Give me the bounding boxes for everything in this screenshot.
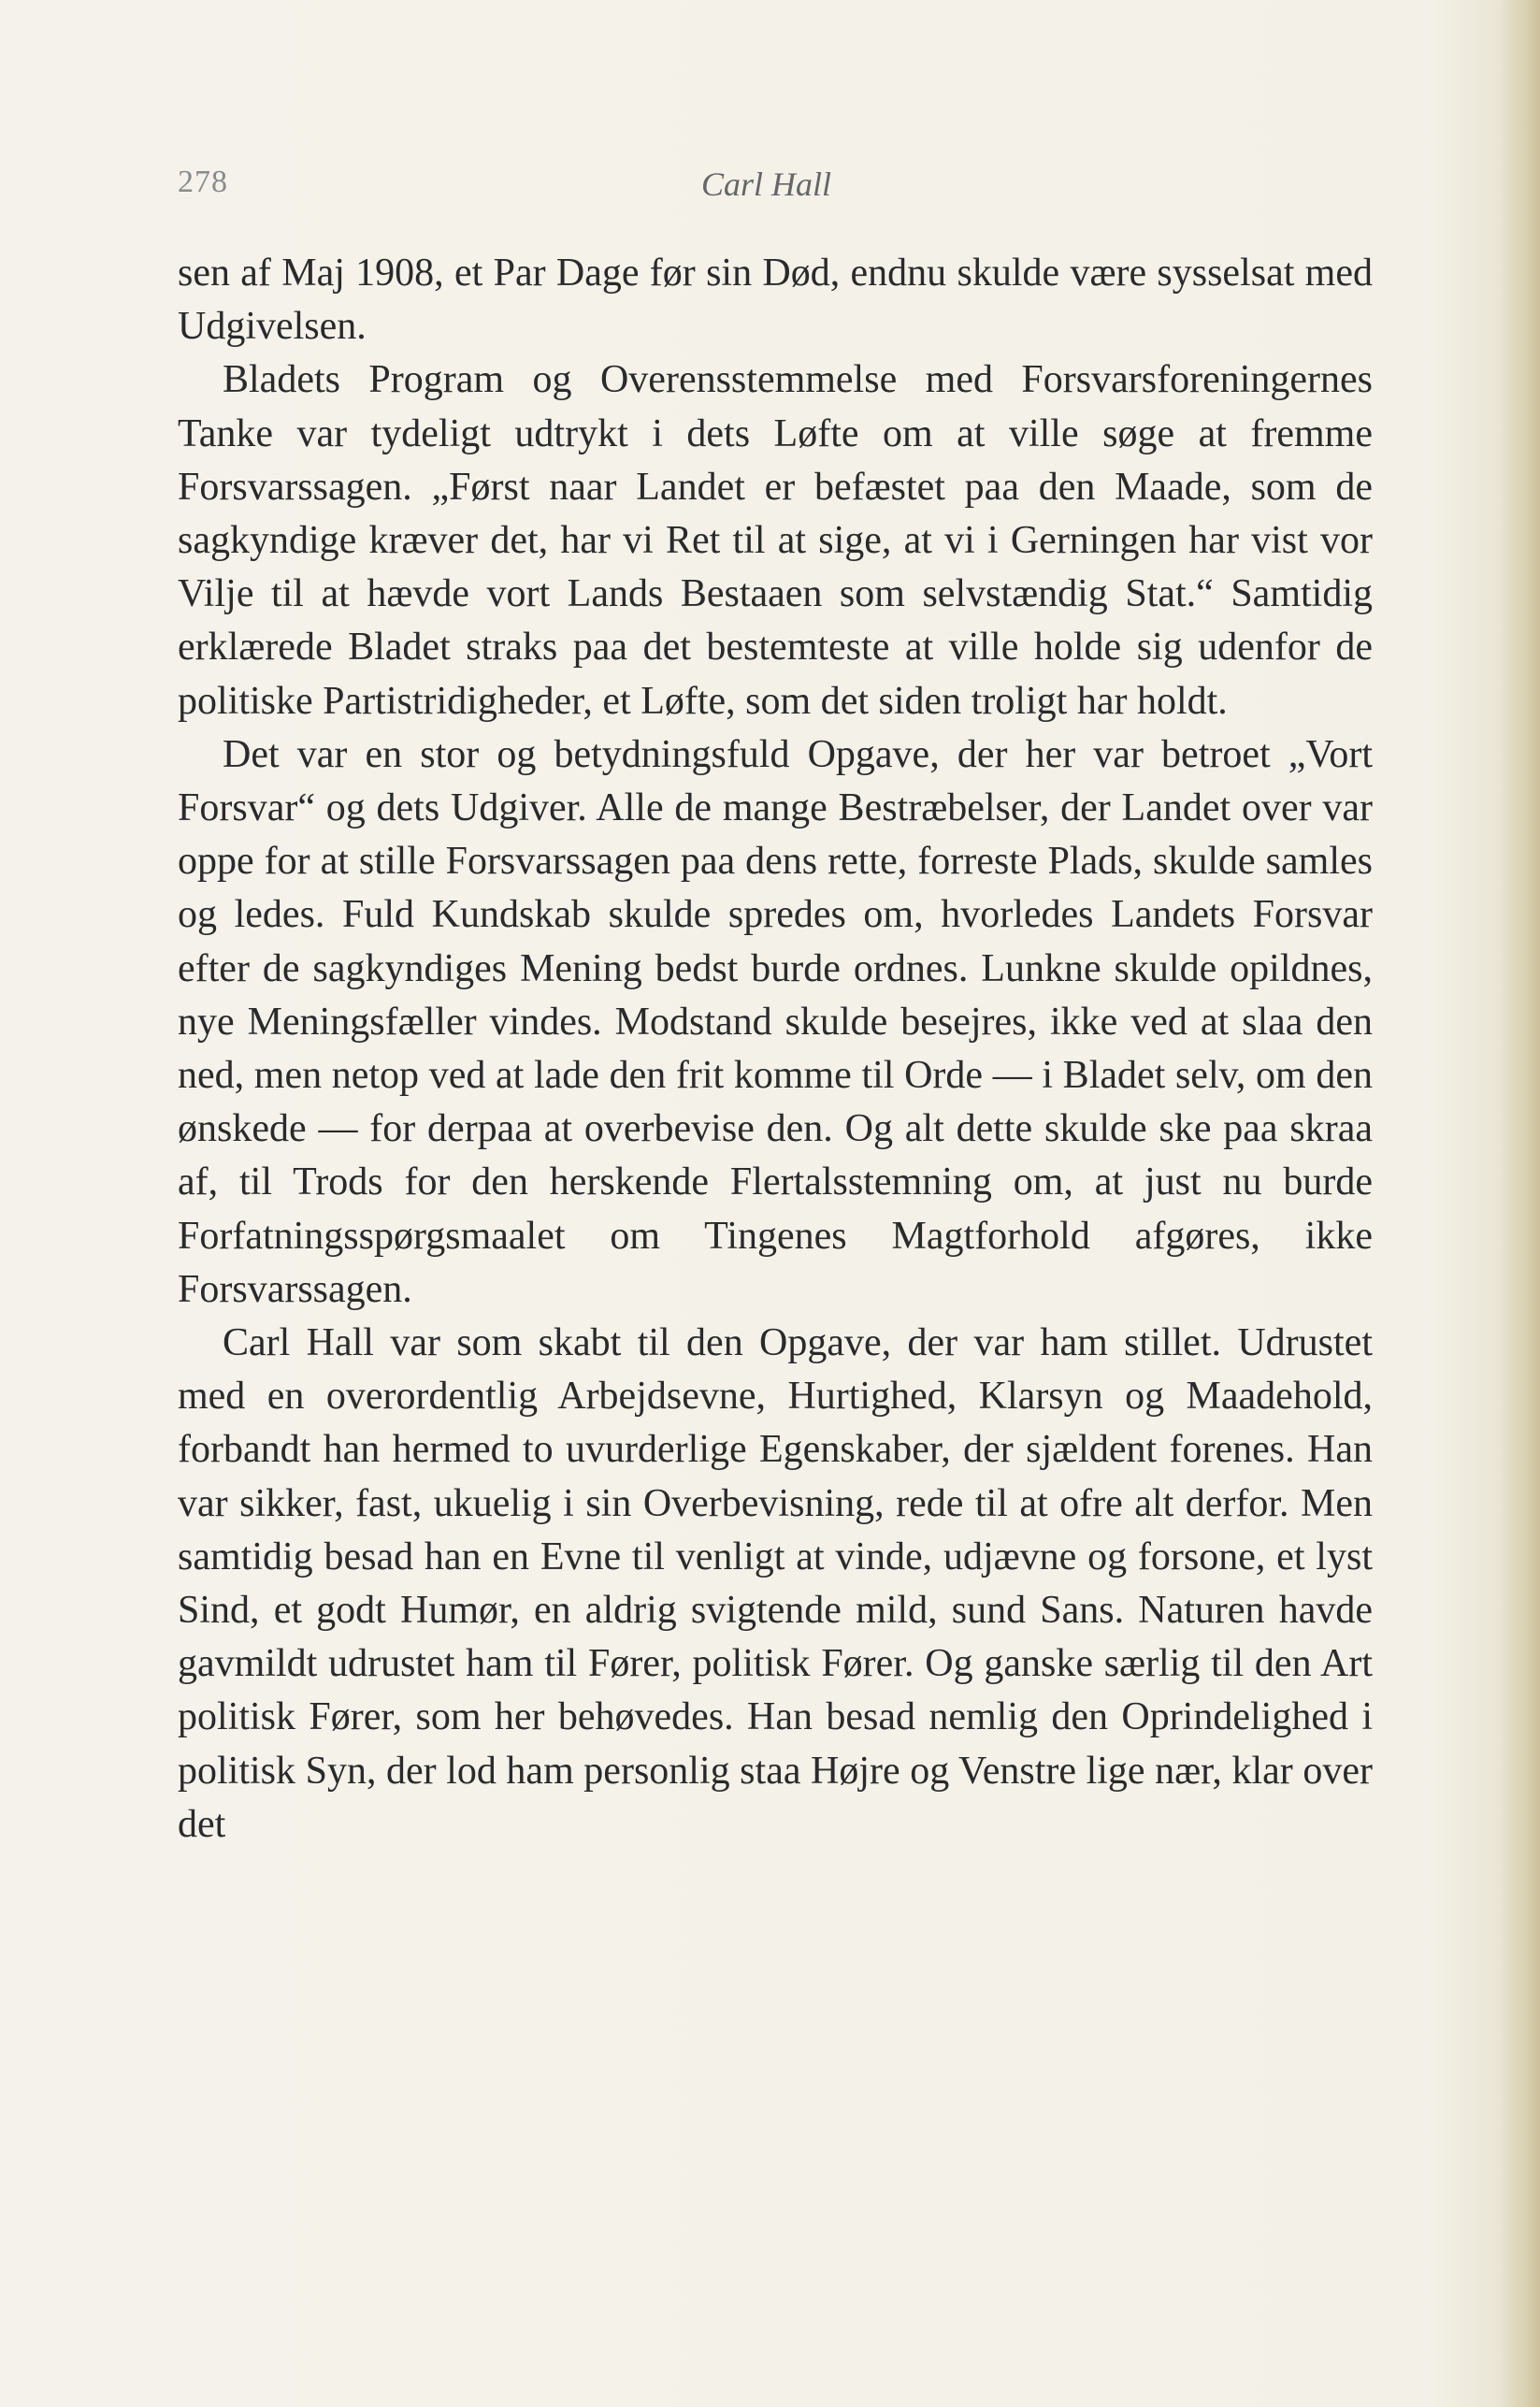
body-text <box>178 247 1373 1852</box>
page-number: 278 <box>178 165 228 199</box>
paragraph: Carl Hall var som skabt til den Opgave, der var ham stillet. Udrustet med en overordentlig Arbejdsevne, Hurtighed, Klarsyn og Maadehold, forbandt han hermed to uvurderlige Egenskaber, der sjældent forenes. Han var sikker, fast, ukuelig i sin Overbevisning, rede til at ofre alt derfor. Men samtidig besad han en Evne til venligt at vinde, udjævne og forsone, et lyst Sind, et godt Humør, en aldrig svigtende mild, sund Sans. Naturen havde gavmildt udrustet ham til Fører, politisk Fører. Og ganske særlig til den Art politisk Fører, som her behøvedes. Han besad nemlig den Oprindelighed i politisk Syn, der lod ham personlig staa Højre og Venstre lige nær, klar over det <box>178 1321 1373 1846</box>
running-title: Carl Hall <box>701 166 832 203</box>
page-edge-shadow <box>1501 0 1540 2407</box>
paragraph: Bladets Program og Overensstemmelse med Forsvarsforeningernes Tanke var tydeligt udtrykt i dets Løfte om at ville søge at fremme Forsvarssagen. „Først naar Landet er befæstet paa den Maade, som de sagkyndige kræver det, har vi Ret til at sige, at vi i Gerningen har vist vor Vilje til at hævde vort Lands Bestaaen som selvstændig Stat.“ Samtidig erklærede Bladet straks paa det bestemteste at ville holde sig udenfor de politiske Partistridigheder, et Løfte, som det siden troligt har holdt. <box>178 358 1373 723</box>
paragraph: Det var en stor og betydningsfuld Opgave, der her var betroet „Vort Forsvar“ og dets Udgiver. Alle de mange Bestræbelser, der Landet over var oppe for at stille Forsvarssagen paa dens rette, forreste Plads, skulde samles og ledes. Fuld Kundskab skulde spredes om, hvorledes Landets Forsvar efter de sagkyndiges Mening bedst burde ordnes. Lunkne skulde opildnes, nye Meningsfæller vindes. Modstand skulde besejres, ikke ved at slaa den ned, men netop ved at lade den frit komme til Orde — i Bladet selv, om den ønskede — for derpaa at overbevise den. Og alt dette skulde ske paa skraa af, til Trods for den herskende Flertalsstemning om, at just nu burde Forfatningsspørgsmaalet om Tingenes Magtforhold afgøres, ikke Forsvarssagen. <box>178 732 1373 1311</box>
paragraph: sen af Maj 1908, et Par Dage før sin Død, endnu skulde være sysselsat med Udgivelsen. <box>178 252 1373 349</box>
running-head <box>178 165 1374 211</box>
